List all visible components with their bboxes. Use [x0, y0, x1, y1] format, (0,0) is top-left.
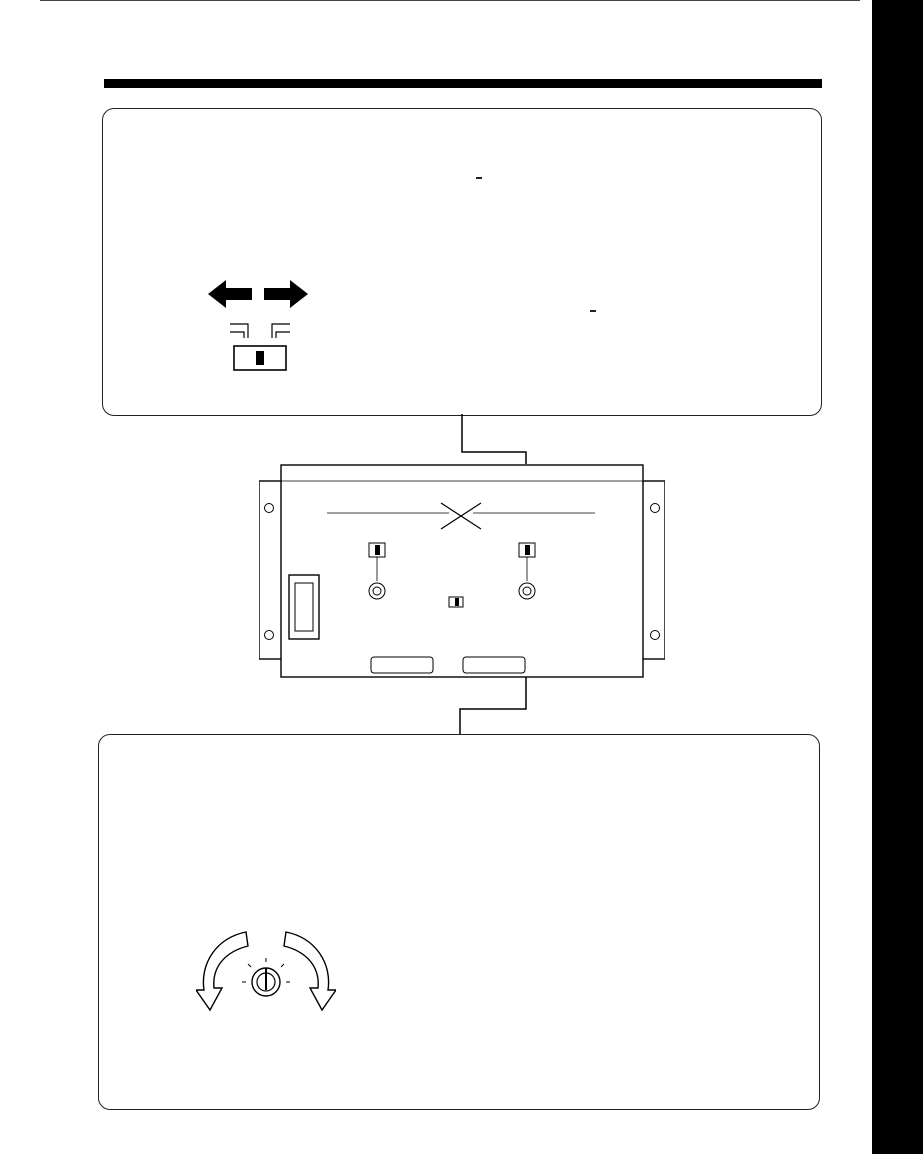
top-frequency-graph — [456, 135, 798, 375]
title-underline — [104, 79, 822, 88]
crossover-device — [259, 463, 665, 681]
top-curve-label-50hz — [476, 177, 482, 179]
level-knob-icon — [196, 924, 336, 1020]
top-curve-label-90hz — [590, 310, 596, 312]
bottom-level-graph — [452, 786, 794, 1030]
device-body-drawing — [259, 463, 665, 681]
direction-arrows-icon — [208, 276, 308, 312]
frequency-switch-icon — [228, 318, 292, 372]
top-rule — [40, 0, 860, 1]
page-edge-bar — [872, 0, 923, 1154]
